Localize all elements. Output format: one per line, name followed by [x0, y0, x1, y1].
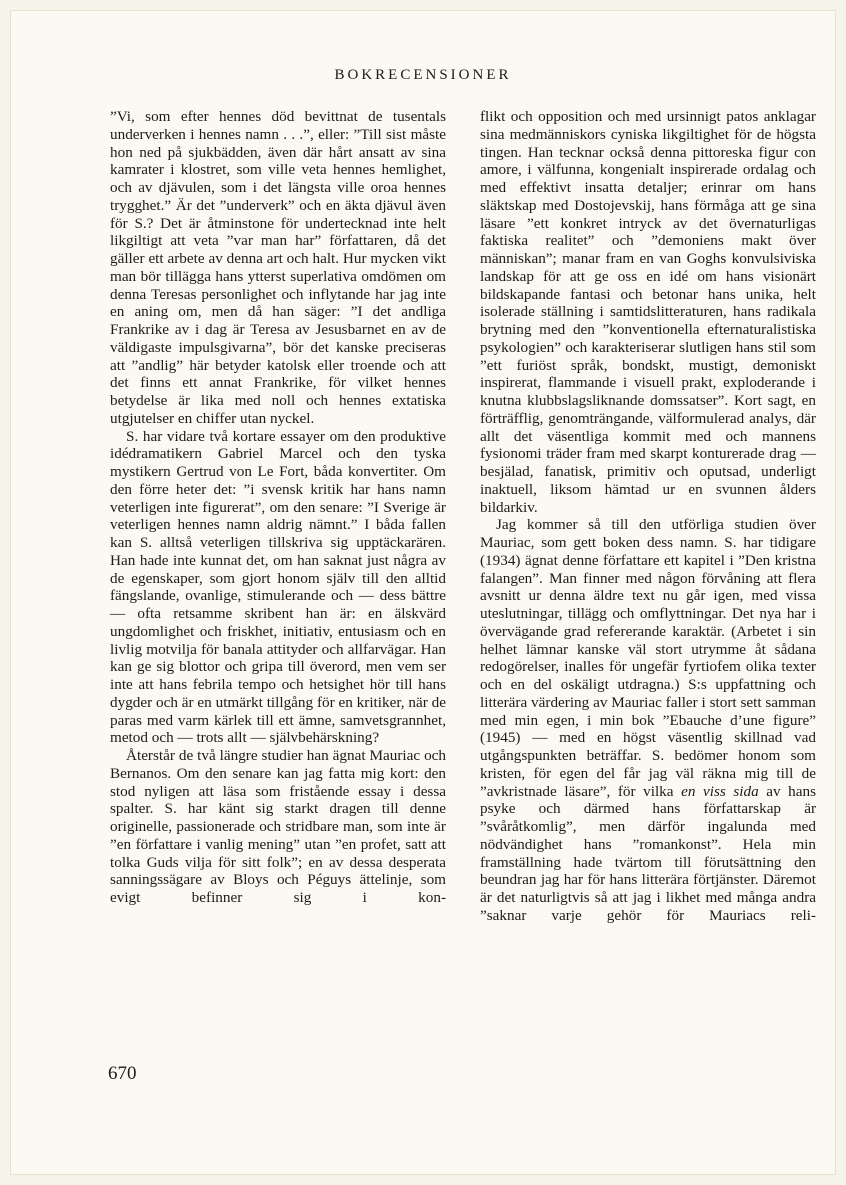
left-paragraph-1: ”Vi, som efter hennes död bevittnat de tusentals underverken i hennes namn . . .”, eller: ”Till sist måste hon ned på sjukbädden, även där hårt ansatt av sina kamrater i klostret, som ville veta hennes hemlighet, och av djävulen, som i det längsta ville oroa hennes trygghet.” Är det ”underverk” och en äkta djävul även för S.? Det är åtminstone för undertecknad inte helt likgiltigt att veta ”var man har” författaren, då det gäller ett arbete av denna art och halt. Hur mycken vikt man bör tillägga hans ytterst superlativa omdömen om denna Teresas personlighet och inflytande har jag inte en aning om, men då han säger: ”I det andliga Frankrike av i dag är Teresa av Jesusbarnet en av de väldigaste impulsgivarna”, bör det kanske preciseras att ”andlig” här betyder katolsk eller troende och att det finns ett annat Frankrike, för vilket hennes betydelse är lika med noll och hennes extatiska utgjutelser en chiffer utan nyckel.: [110, 108, 446, 427]
running-header: BOKRECENSIONER: [334, 67, 512, 83]
italic-phrase: en viss sida: [681, 782, 759, 800]
left-paragraph-3: Återstår de två längre studier han ägnat Mauriac och Bernanos. Om den senare kan jag fatta mig kort: den stod nyligen att läsa som fristående essay i dessa spalter. S. har känt sig starkt dragen till denne originelle, passionerade och stridbare man, som inte är ”en författare i vanlig mening” utan ”en profet, satt att tolka Guds vilja för sitt folk”; en av dessa desperata sanningssägare av Bloys och Péguys ättelinje, som evigt befinner sig i kon-: [110, 747, 446, 906]
left-paragraph-2: S. har vidare två kortare essayer om den produktive idédramatikern Gabriel Marcel och den tyska mystikern Gertrud von Le Fort, båda konvertiter. Om den förre heter det: ”i svensk kritik har hans namn veterligen inte figurerat”, om den senare: ”I Sverige är veterligen hennes namn aldrig nämnt.” I båda fallen kan S. alltså veterligen tillskriva sig upptäckarären. Han hade inte kunnat det, om han saknat just några av de egenskaper, som gjort honom själv till den alltid fängslande, ovanlige, stimulerande och — dess bättre — ofta retsamme skribent han är: en älskvärd ungdomlighet och friskhet, initiativ, entusiasm och en livlig motvilja för banala attityder och allfarvägar. Han kan ge sig blottor och gripa till överord, men vem ser inte att hans febrila tempo och hetsighet hör till hans dygder och är en utmärkt tillgång för en kritiker, när de paras med varm kärlek till ett ämne, samvetsgrannhet, metod och — trots allt — självbehärskning?: [110, 427, 446, 747]
right-paragraph-2-end: av hans psyke och därmed hans författarskap är ”svåråtkomlig”, men därför ingalunda med nödvändighet hans ”romankonst”. Hela min framställning hade tvärtom till förutsättning den beundran jag har för hans litterära förtjänster. Däremot är det naturligtvis så att jag i likhet med många andra ”saknar varje gehör för Mauriacs reli-: [480, 782, 816, 924]
page-number: 670: [108, 1063, 137, 1084]
right-paragraph-2-start: Jag kommer så till den utförliga studien över Mauriac, som gett boken dess namn. S. har tidigare (1934) ägnat denne författare ett kapitel i ”Den kristna falangen”. Man finner med någon förvåning att flera avsnitt ur denna äldre text nu går igen, med vissa uteslutningar, tillägg och omflyttningar. Det nya har i övervägande grad refererande karaktär. (Arbetet i sin helhet lämnar kanske väl stort utrymme åt sådana redogörelser, inalles för ungefär fyrtiofem olika texter och en del oskäligt utdragna.) S:s uppfattning och litterära värdering av Mauriac faller i stort sett samman med min egen, i min bok ”Ebauche d’une figure” (1945) — med en högst väsentlig skillnad vad utgångspunkten beträffar. S. bedömer honom som kristen, för egen del får jag väl räkna mig till de ”avkristnade läsare”, för vilka: [480, 516, 816, 800]
right-paragraph-1: flikt och opposition och med ursinnigt patos anklagar sina medmänniskors cyniska likgiltighet för de högsta tingen. Han tecknar också denna pittoreska figur con amore, i välfunna, kongenialt inspirerade ordalag och med effektivt insatta detaljer; erinrar om hans släktskap med Dostojevskij, hans förmåga att ge sina läsare ”ett konkret intryck av det övernaturligas faktiska realitet” och ”demoniens makt över människan”; manar fram en van Goghs konvulsiviska landskap för att ge oss en idé om hans visionärt bildskapande fantasi och betonar hans unika, helt isolerade ställning i samtidslitteraturen, hans radikala brytning med den ”konventionella efternaturalistiska psykologien” och karakteriserar slutligen hans stil som ”ett furiöst språk, bondskt, mustigt, demoniskt inspirerat, flammande i visuell prakt, exploderande i knutna klubbslagsliknande domssatser”. Kort sagt, en förträfflig, genomträngande, välformulerad analys, där allt det väsentliga kommit med och mannens fysionomi träder fram med skarpt konturerade drag — besjälad, fanatisk, primitiv och oputsad, underligt inaktuell, liksom hämtad ur en svunnen ålders bildarkiv.: [480, 108, 816, 516]
right-paragraph-2: [480, 516, 816, 924]
page: [10, 10, 836, 1175]
right-column: [480, 108, 816, 925]
left-column: [110, 108, 446, 907]
